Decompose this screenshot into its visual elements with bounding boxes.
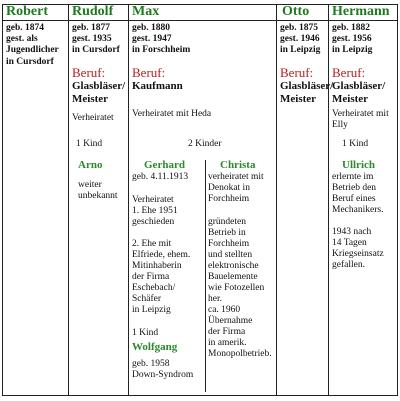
rudolf-beruf-1: Glasbläser/ — [72, 80, 126, 92]
otto-died: gest. 1946 — [280, 34, 320, 44]
name-max: Max — [132, 4, 160, 19]
rudolf-child-2: unbekannt — [78, 191, 118, 201]
name-hermann: Hermann — [332, 4, 390, 19]
christa-line: in amerik. — [208, 338, 247, 348]
christa-line: Forchheim — [208, 194, 250, 204]
col-divider-rudolf-max — [128, 4, 129, 396]
hermann-kids: 1 Kind — [342, 139, 369, 149]
otto-beruf-2: Meister — [280, 93, 317, 105]
hermann-place: in Leipzig — [332, 45, 373, 55]
max-married: Verheiratet mit Heda — [132, 109, 212, 119]
gerhard-line: der Firma — [132, 272, 170, 282]
hermann-beruf-2: Meister — [332, 93, 369, 105]
robert-detail-3: in Cursdorf — [6, 57, 54, 67]
gerhard-line: in Leipzig — [132, 305, 171, 315]
gerhard-line: Schäfer — [132, 294, 162, 304]
christa-line: Bauelemente — [208, 272, 258, 282]
rudolf-child-1: weiter — [78, 180, 102, 190]
ullrich-line: 1943 nach — [332, 227, 372, 237]
hermann-died: gest. 1956 — [332, 34, 372, 44]
col-divider-otto-hermann — [328, 4, 329, 396]
gerhard-name: Gerhard — [144, 159, 185, 171]
hermann-beruf-1: Glasbläser/ — [332, 80, 386, 92]
gerhard-line: 1 Kind — [132, 328, 159, 338]
name-robert: Robert — [6, 4, 48, 19]
wolfgang-line-1: geb. 1958 — [132, 359, 170, 369]
rudolf-died: gest. 1935 — [72, 34, 112, 44]
table-bottom-border — [2, 395, 398, 396]
max-place: in Forschheim — [132, 45, 191, 55]
rudolf-child-name: Arno — [78, 159, 103, 171]
ullrich-line: Kriegseinsatz — [332, 249, 384, 259]
rudolf-married: Verheiratet — [72, 113, 114, 123]
rudolf-beruf-label: Beruf: — [72, 65, 106, 80]
otto-beruf-label: Beruf: — [280, 65, 314, 80]
ullrich-line: Beruf eines — [332, 194, 376, 204]
ullrich-line: 14 Tagen — [332, 238, 367, 248]
christa-line: und stellten — [208, 250, 253, 260]
max-beruf-1: Kaufmann — [132, 80, 183, 92]
otto-born: geb. 1875 — [280, 23, 318, 33]
ullrich-name: Ullrich — [342, 159, 375, 171]
ullrich-line: Betrieb den — [332, 183, 377, 193]
christa-line: Betrieb in — [208, 228, 246, 238]
col-border-left — [2, 4, 3, 396]
max-died: gest. 1947 — [132, 34, 172, 44]
gerhard-line: Eschebach/ — [132, 283, 176, 293]
ullrich-line: gefallen. — [332, 260, 365, 270]
robert-detail-1: gest. als — [6, 34, 38, 44]
hermann-married-2: Elly — [332, 120, 348, 130]
christa-line: Übernahme — [208, 316, 253, 326]
christa-line: Monopolbetrieb. — [208, 349, 272, 359]
max-beruf-label: Beruf: — [132, 65, 166, 80]
gerhard-line: geschieden — [132, 217, 175, 227]
christa-line: elektronische — [208, 261, 259, 271]
robert-detail-2: Jugendlicher — [6, 45, 59, 55]
otto-place: in Leipzig — [280, 45, 321, 55]
rudolf-beruf-2: Meister — [72, 93, 109, 105]
hermann-beruf-label: Beruf: — [332, 65, 366, 80]
col-border-right — [397, 4, 398, 396]
christa-line: verheiratet mit — [208, 172, 264, 182]
christa-line: Forchheim — [208, 239, 250, 249]
robert-born: geb. 1874 — [6, 23, 44, 33]
christa-line: gründeten — [208, 217, 246, 227]
header-divider — [2, 20, 398, 21]
ullrich-line: Mechanikers. — [332, 205, 384, 215]
christa-line: ca. 1960 — [208, 305, 241, 315]
rudolf-place: in Cursdorf — [72, 45, 120, 55]
gerhard-line: Elfriede, ehem. — [132, 250, 191, 260]
wolfgang-name: Wolfgang — [132, 341, 178, 353]
christa-line: wie Fotozellen — [208, 283, 265, 293]
christa-line: Denokat in — [208, 183, 250, 193]
max-born: geb. 1880 — [132, 23, 170, 33]
gerhard-line: Mitinhaberin — [132, 261, 182, 271]
rudolf-kids: 1 Kind — [76, 139, 103, 149]
christa-line: her. — [208, 294, 222, 304]
gerhard-line: 2. Ehe mit — [132, 239, 172, 249]
max-kids: 2 Kinder — [188, 139, 222, 149]
hermann-born: geb. 1882 — [332, 23, 370, 33]
gerhard-line: Verheiratet — [132, 195, 174, 205]
christa-name: Christa — [220, 159, 256, 171]
name-otto: Otto — [282, 4, 310, 19]
gerhard-line: geb. 4.11.1913 — [132, 172, 189, 182]
rudolf-born: geb. 1877 — [72, 23, 110, 33]
hermann-married-1: Verheiratet mit — [332, 109, 389, 119]
gerhard-line: 1. Ehe 1951 — [132, 206, 178, 216]
col-divider-robert-rudolf — [68, 4, 69, 396]
name-rudolf: Rudolf — [72, 4, 114, 19]
max-children-divider — [205, 160, 206, 392]
col-divider-max-otto — [276, 4, 277, 396]
wolfgang-line-2: Down-Syndrom — [132, 370, 194, 380]
otto-beruf-1: Glasbläser/ — [280, 80, 334, 92]
christa-line: der Firma — [208, 327, 246, 337]
ullrich-line: erlernte im — [332, 172, 374, 182]
